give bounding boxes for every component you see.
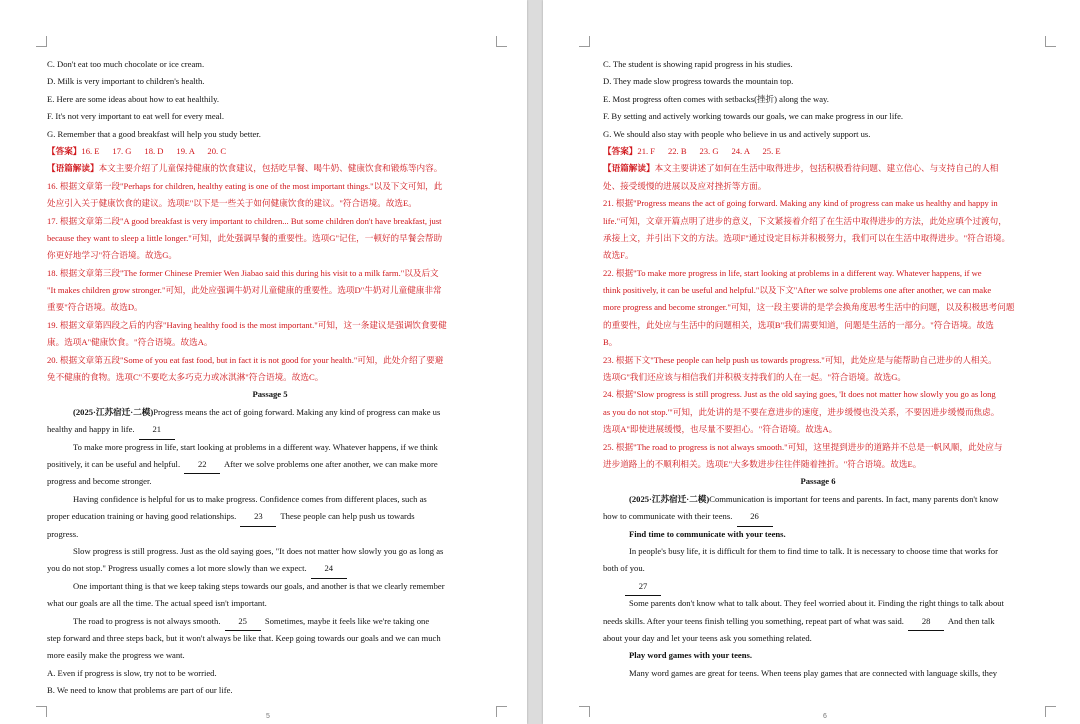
passage-paragraph: about your day and let your teens ask you something related. <box>603 632 812 643</box>
text-span: The road to progress is not always smooth. <box>73 615 221 626</box>
page-number: 6 <box>823 713 827 720</box>
passage-paragraph: more easily make the progress we want. <box>47 650 185 661</box>
page-number: 5 <box>266 713 270 720</box>
passage-paragraph: In people's busy life, it is difficult for them to find time to talk. It is necessary to choose time that works for <box>629 545 998 556</box>
passage-paragraph: Having confidence is helpful for us to make progress. Confidence comes from different places, such as <box>73 493 427 504</box>
option-line: E. Most progress often comes with setbacks(挫折) along the way. <box>603 93 829 104</box>
option-line: A. Even if progress is slow, try not to be worried. <box>47 667 217 678</box>
blank-25: 25 <box>225 613 261 631</box>
option-line: D. Milk is very important to children's health. <box>47 76 205 87</box>
explanation-line: 21. 根据"Progress means the act of going forward. Making any kind of progress can make us healthy and happy in <box>603 198 998 209</box>
option-line: F. By setting and actively working towards our goals, we can make progress in our life. <box>603 111 904 122</box>
source-tag: (2025·江苏宿迁·二模) <box>73 406 154 417</box>
explanation-line: 23. 根据下文"These people can help push us towards progress."可知，此处应是与能帮助自己进步的人相关。 <box>603 354 997 365</box>
passage-paragraph: Slow progress is still progress. Just as the old saying goes, "It does not matter how slowly you go as long as <box>73 545 444 556</box>
passage-title: Passage 6 <box>800 476 836 487</box>
explanation-line: 17. 根据文章第二段"A good breakfast is very important to children... But some children don't have breakfast, just <box>47 215 442 226</box>
document-page-5[interactable] <box>0 0 527 724</box>
guide-label: 【语篇解读】 <box>603 163 655 174</box>
passage-paragraph: both of you. <box>603 563 645 574</box>
passage-paragraph <box>603 508 1033 525</box>
discourse-guide-cont: 处、接受缓慢的进展以及应对挫折等方面。 <box>603 180 767 191</box>
text-span: positively, it can be useful and helpful. <box>47 458 181 469</box>
blank-28: 28 <box>908 613 944 631</box>
passage-paragraph <box>47 421 493 438</box>
answer-label: 【答案】 <box>47 145 82 156</box>
text-span: proper education training or having good relationships. <box>47 511 237 522</box>
explanation-line: 22. 根据"To make more progress in life, start looking at problems in a different way. Whatever happens, if we <box>603 267 982 278</box>
text-span: And then talk <box>947 615 995 626</box>
blank-23: 23 <box>240 508 276 526</box>
explanation-line: 康。选项A"健康饮食。"符合语境。故选A。 <box>47 337 213 348</box>
explanation-line: 免不健康的食物。选项C"不要吃太多巧克力或冰淇淋"符合语境。故选C。 <box>47 372 324 383</box>
blank-27: 27 <box>625 578 661 596</box>
text-span: Progress means the act of going forward. Making any kind of progress can make us <box>153 406 441 417</box>
passage-paragraph: One important thing is that we keep taking steps towards our goals, and another is that we clearly remember <box>73 580 445 591</box>
discourse-guide <box>47 160 493 177</box>
explanation-line: 25. 根据"The road to progress is not always smooth."可知，这里提到进步的道路并不总是一帆风顺，此处应与 <box>603 441 1003 452</box>
explanation-line: more progress and become stronger."可知，这一段主要讲的是学会换角度思考生活中的问题，以及积极思考问题 <box>603 302 1015 313</box>
answer-values: 21. F 22. B 23. G 24. A 25. E <box>637 145 781 156</box>
option-line: C. Don't eat too much chocolate or ice cream. <box>47 59 205 69</box>
answer-label: 【答案】 <box>603 145 638 156</box>
explanation-line: because they want to sleep a little longer."可知，此处强调早餐的重要性。选项G"记住，一顿好的早餐会帮助 <box>47 232 443 243</box>
crop-mark <box>496 36 507 47</box>
explanation-line: 承接上文，并引出下文的方法。选项F"通过设定目标并积极努力，我们可以在生活中取得进步。"符合语境。 <box>603 232 1011 243</box>
passage-paragraph: Many word games are great for teens. When teens play games that are connected with language skills, they <box>629 667 998 678</box>
passage-paragraph: progress. <box>47 528 79 539</box>
explanation-line: 20. 根据文章第五段"Some of you eat fast food, but in fact it is not good for your health."可知，此处介绍了要避 <box>47 354 444 365</box>
crop-mark <box>496 706 507 717</box>
passage-paragraph <box>47 508 493 525</box>
passage-paragraph <box>47 560 493 577</box>
option-line: G. We should also stay with people who believe in us and actively support us. <box>603 128 871 139</box>
option-line: D. They made slow progress towards the mountain top. <box>603 76 794 87</box>
section-heading: Find time to communicate with your teens. <box>629 528 786 539</box>
explanation-line: 重要"符合语境。故选D。 <box>47 302 143 313</box>
explanation-line: 19. 根据文章第四段之后的内容"Having healthy food is the most important."可知，这一条建议是强调饮食要健 <box>47 319 447 330</box>
option-line: G. Remember that a good breakfast will help you study better. <box>47 128 261 139</box>
answer-key <box>47 143 493 160</box>
section-heading: Play word games with your teens. <box>629 650 753 661</box>
passage-paragraph: what our goals are all the time. The actual speed isn't important. <box>47 598 267 609</box>
explanation-line: 的重要性，此处应与生活中的问题相关，选项B"我们需要知道，问题是生活的一部分。"符合语境。故选 <box>603 319 994 330</box>
crop-mark <box>36 36 47 47</box>
explanation-line: life."可知，文章开篇点明了进步的意义，下文紧接着介绍了在生活中取得进步的方法，此处应填个过渡句， <box>603 215 1007 226</box>
option-line: E. Here are some ideas about how to eat healthily. <box>47 93 219 104</box>
document-page-6[interactable] <box>543 0 1080 724</box>
crop-mark <box>36 706 47 717</box>
explanation-line: 选项G"我们还应该与相信我们并积极支持我们的人在一起。"符合语境。故选G。 <box>603 372 907 383</box>
text-span: needs skills. After your teens finish telling you something, repeat part of what was said. <box>603 615 904 626</box>
passage-paragraph <box>603 491 1033 508</box>
passage-paragraph: Some parents don't know what to talk about. They feel worried about it. Finding the right things to talk about <box>629 598 1004 609</box>
explanation-line: 故选F。 <box>603 250 634 261</box>
explanation-line: 选项A"即使进展缓慢，也尽量不要担心。"符合语境。故选A。 <box>603 424 838 435</box>
blank-24: 24 <box>311 560 347 578</box>
explanation-line: as you do not stop.'"可知，此处讲的是不要在意进步的速度，进步缓慢也没关系，不要因进步缓慢而焦虑。 <box>603 406 1000 417</box>
discourse-guide <box>603 160 1033 177</box>
option-line: F. It's not very important to eat well for every meal. <box>47 111 224 122</box>
explanation-line: 进步道路上的不顺利相关。选项E"大多数进步往往伴随着挫折。"符合语境。故选E。 <box>603 458 922 469</box>
passage-paragraph <box>47 456 493 473</box>
guide-label: 【语篇解读】 <box>47 163 99 174</box>
explanation-line: 16. 根据文章第一段"Perhaps for children, healthy eating is one of the most important things."以及下文可知，此 <box>47 180 443 191</box>
text-span: you do not stop." Progress usually comes a lot more slowly than we expect. <box>47 563 307 574</box>
blank-21: 21 <box>139 421 175 439</box>
blank-22: 22 <box>184 456 220 474</box>
explanation-line: 你更好地学习"符合语境。故选G。 <box>47 250 178 261</box>
text-span: Sometimes, maybe it feels like we're taking one <box>264 615 430 626</box>
passage-paragraph: To make more progress in life, start looking at problems in a different way. Whatever happens, if we think <box>73 441 438 452</box>
text-span: These people can help push us towards <box>280 511 415 522</box>
passage-paragraph <box>603 613 1033 630</box>
text-span: After we solve problems one after another, we can make more <box>223 458 438 469</box>
explanation-line: think positively, it can be useful and helpful."以及下文"After we solve problems one after another, we can make <box>603 285 992 296</box>
explanation-line: B。 <box>603 337 618 348</box>
source-tag: (2025·江苏宿迁·二模) <box>629 493 710 504</box>
option-line: C. The student is showing rapid progress in his studies. <box>603 59 793 69</box>
explanation-line: 24. 根据"Slow progress is still progress. Just as the old saying goes, 'It does not matter how slowly you go as long <box>603 389 996 400</box>
passage-title: Passage 5 <box>252 389 288 400</box>
text-span: how to communicate with their teens. <box>603 511 733 522</box>
text-span: Communication is important for teens and parents. In fact, many parents don't know <box>709 493 999 504</box>
passage-paragraph <box>603 578 1033 595</box>
blank-26: 26 <box>737 508 773 526</box>
guide-text: 本文主要讲述了如何在生活中取得进步，包括积极看待问题、建立信心、与支持自己的人相 <box>654 163 999 174</box>
passage-paragraph <box>47 613 493 630</box>
guide-text: 本文主要介绍了儿童保持健康的饮食建议，包括吃早餐、喝牛奶、健康饮食和锻炼等内容。 <box>98 163 443 174</box>
passage-paragraph <box>47 404 493 421</box>
text-span: healthy and happy in life. <box>47 424 135 435</box>
crop-mark <box>579 36 590 47</box>
answer-key <box>603 143 1033 160</box>
crop-mark <box>1045 36 1056 47</box>
explanation-line: 18. 根据文章第三段"The former Chinese Premier Wen Jiabao said this during his visit to a milk farm."以及后文 <box>47 267 439 278</box>
crop-mark <box>579 706 590 717</box>
explanation-line: "It makes children grow stronger."可知，此处应强调牛奶对儿童健康的重要性。选项D"牛奶对儿童健康非常 <box>47 285 442 296</box>
option-line: B. We need to know that problems are part of our life. <box>47 685 233 696</box>
crop-mark <box>1045 706 1056 717</box>
answer-values: 16. E 17. G 18. D 19. A 20. C <box>81 145 227 156</box>
page-gutter <box>527 0 543 724</box>
explanation-line: 处应引入关于健康饮食的建议。选项E"以下是一些关于如何健康饮食的建议。"符合语境。故选E。 <box>47 198 417 209</box>
passage-paragraph: step forward and three steps back, but it won't always be like that. Keep going towards our goals and we can much <box>47 632 441 643</box>
passage-paragraph: progress and become stronger. <box>47 476 152 487</box>
